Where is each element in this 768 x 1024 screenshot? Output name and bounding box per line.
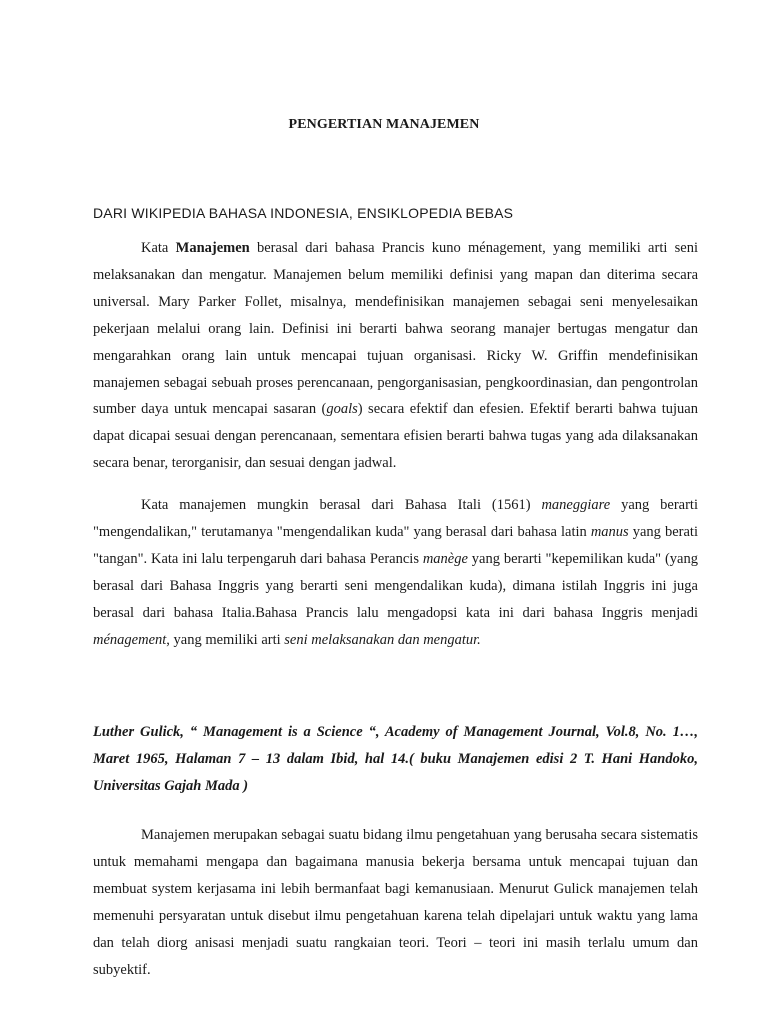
page-title: PENGERTIAN MANAJEMEN	[288, 117, 480, 132]
italic-term: maneggiare	[541, 497, 611, 513]
italic-term: seni melaksanakan dan mengatur.	[284, 631, 481, 648]
italic-term: goals	[326, 401, 358, 418]
paragraph-text: yang berarti "mengendalikan," terutamanya "mengendalikan kuda" yang berasal dari bahasa latin	[93, 497, 698, 540]
paragraph-definition	[93, 235, 698, 477]
paragraph-text: Kata	[141, 240, 176, 256]
paragraph-text: , yang memiliki arti	[166, 631, 285, 648]
bold-term: Manajemen	[175, 240, 250, 256]
italic-term: manus	[590, 523, 629, 540]
paragraph-text: yang berarti "kepemilikan kuda" (yang berasal dari Bahasa Inggris yang berarti seni mengendalikan kuda), dimana istilah Inggris ini juga berasal dari bahasa Italia.Bahasa Prancis lalu mengadopsi kata ini dari bahasa Inggris menjadi	[93, 550, 698, 621]
italic-term: ménagement	[93, 631, 167, 648]
page-subtitle: DARI WIKIPEDIA BAHASA INDONESIA, ENSIKLOPEDIA BEBAS	[93, 205, 514, 221]
paragraph-text: berasal dari bahasa Prancis kuno ménagement, yang memiliki arti seni melaksanakan dan mengatur. Manajemen belum memiliki definisi yang mapan dan diterima secara universal. Mary Parker Follet, misalnya, mendefinisikan manajemen sebagai seni menyelesaikan pekerjaan melalui orang lain. Definisi ini berarti bahwa seorang manajer bertugas mengatur dan mengarahkan orang lain untuk mencapai tujuan organisasi. Ricky W. Griffin mendefinisikan manajemen sebagai sebuah proses perencanaan, pengorganisasian, pengkoordinasian, dan pengontrolan sumber daya untuk mencapai sasaran (	[93, 240, 698, 418]
paragraph-etymology	[93, 492, 698, 653]
citation: Luther Gulick, “ Management is a Science “, Academy of Management Journal, Vol.8, No. 1…, Maret 1965, Halaman 7 – 13 dalam Ibid, hal 14.( buku Manajemen edisi 2 T. Hani Handoko, Universitas Gajah Mada )	[93, 724, 698, 794]
italic-term: manège	[422, 550, 468, 567]
paragraph-text: ) secara efektif dan efesien. Efektif berarti bahwa tujuan dapat dicapai sesuai dengan perencanaan, sementara efisien berarti bahwa tugas yang ada dilaksanakan secara benar, terorganisir, dan sesuai dengan jadwal.	[93, 401, 698, 472]
paragraph-science: Manajemen merupakan sebagai suatu bidang ilmu pengetahuan yang berusaha secara sistematis untuk memahami mengapa dan bagaimana manusia bekerja bersama untuk mencapai tujuan dan membuat system kerjasama ini lebih bermanfaat bagi kemanusiaan. Menurut Gulick manajemen telah memenuhi persyaratan untuk disebut ilmu pengetahuan karena telah dipelajari untuk waktu yang lama dan telah diorg anisasi menjadi suatu rangkaian teori. Teori – teori ini masih terlalu umum dan subyektif.	[93, 827, 698, 978]
paragraph-text: Kata manajemen mungkin berasal dari Bahasa Itali (1561)	[141, 497, 542, 513]
paragraph-text: yang berati "tangan". Kata ini lalu terpengaruh dari bahasa Perancis	[93, 523, 698, 567]
